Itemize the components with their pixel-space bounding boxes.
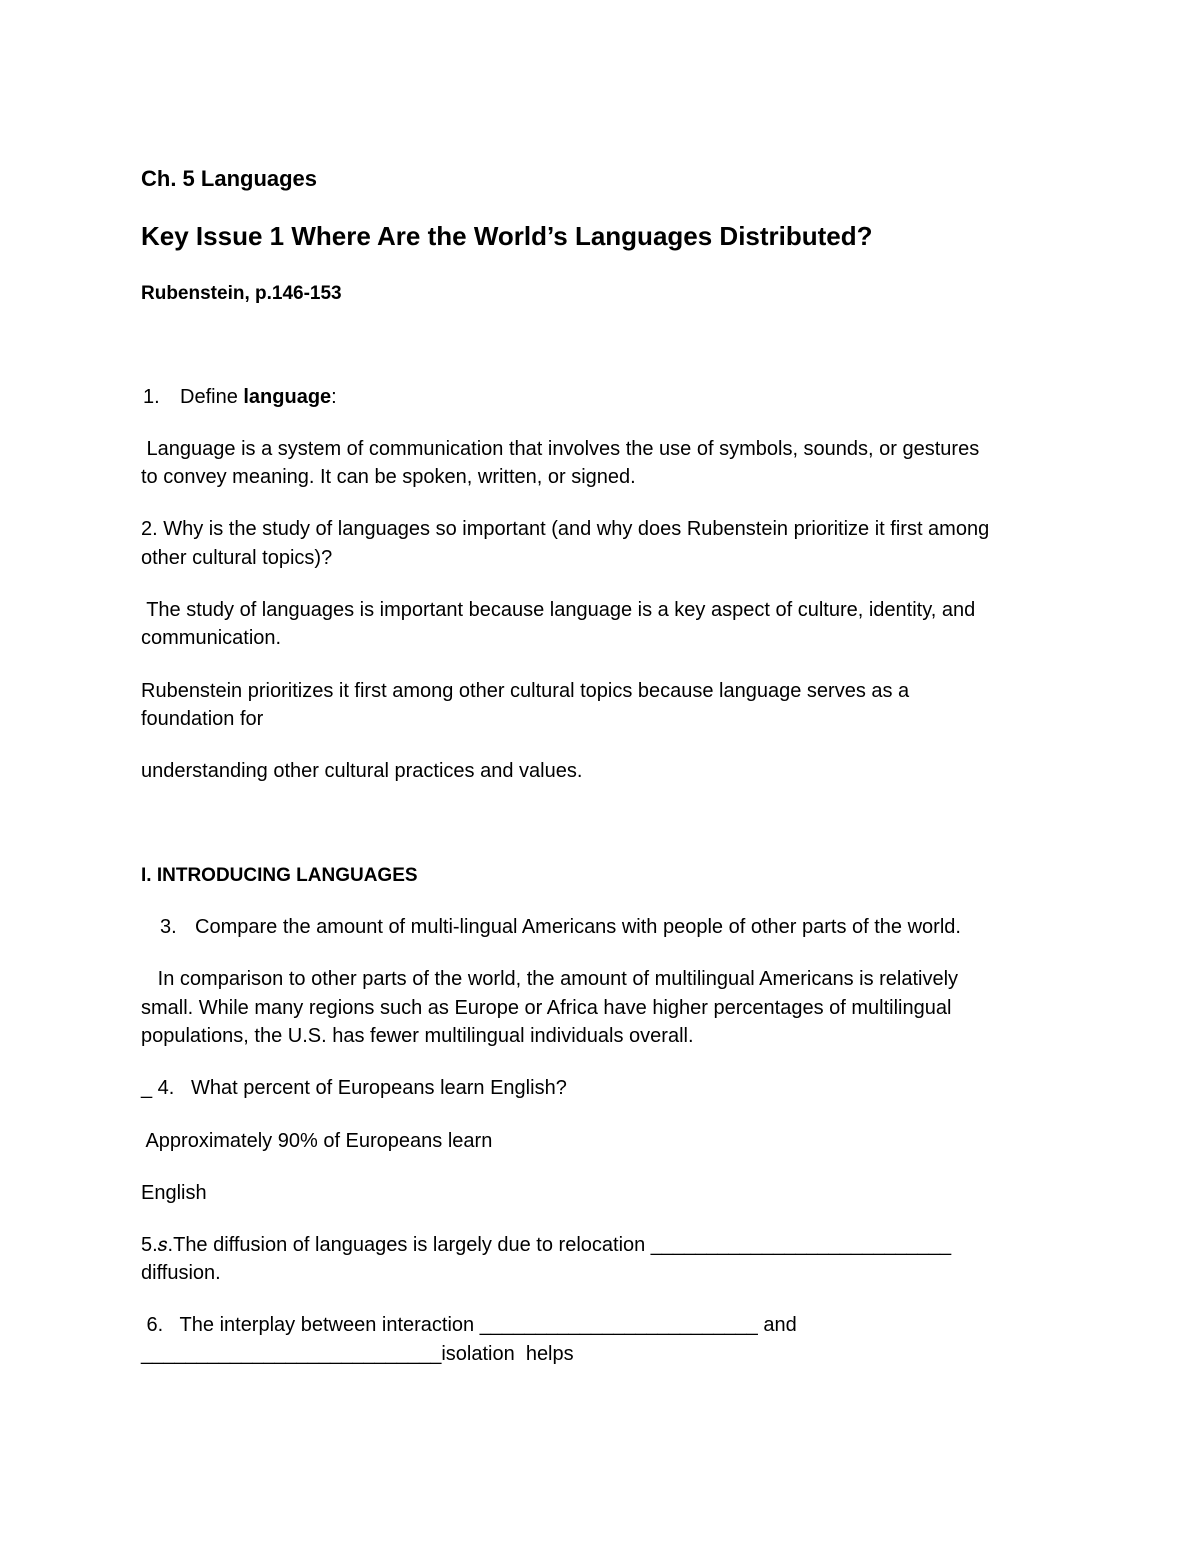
term-language: language	[243, 386, 332, 408]
key-issue-title: Key Issue 1 Where Are the World’s Languages Distributed?	[141, 221, 873, 251]
question-1-answer-line-1: Language is a system of communication that involves the use of symbols, sounds, or gestures	[141, 438, 980, 460]
question-1-prompt-colon: :	[331, 386, 337, 408]
section-heading: I. INTRODUCING LANGUAGES	[141, 865, 418, 886]
question-1-number: 1.	[143, 386, 160, 408]
reference-citation: Rubenstein, p.146-153	[141, 283, 342, 304]
question-3-answer-line-1: In comparison to other parts of the world, the amount of multilingual Americans is relatively	[141, 968, 959, 990]
question-2-answer-b-line-2: foundation for	[141, 708, 264, 730]
question-2-answer-b-line-1: Rubenstein prioritizes it first among other cultural topics because language serves as a	[141, 680, 910, 702]
question-2-answer-c-line-1: understanding other cultural practices and values.	[141, 760, 583, 782]
chapter-title: Ch. 5 Languages	[141, 166, 318, 191]
question-4-answer-line-1: Approximately 90% of Europeans learn	[141, 1130, 493, 1152]
question-1-prompt	[143, 383, 337, 412]
question-3-number: 3.	[160, 916, 177, 938]
question-6-line-1: 6. The interplay between interaction _________________________ and	[141, 1314, 797, 1336]
question-4-answer-line-2: English	[141, 1182, 207, 1204]
question-5-line-2: diffusion.	[141, 1262, 221, 1284]
question-2-answer-a-line-2: communication.	[141, 627, 282, 649]
question-3-answer-line-2: small. While many regions such as Europe or Africa have higher percentages of multilingual	[141, 997, 952, 1019]
question-2-prompt-line-2: other cultural topics)?	[141, 547, 333, 569]
question-4-prompt: _ 4. What percent of Europeans learn English?	[141, 1077, 567, 1099]
question-6-line-2: ___________________________isolation helps	[141, 1343, 574, 1365]
question-5-line-1: 5.𝑠.The diffusion of languages is largely due to relocation ___________________________	[141, 1234, 952, 1256]
question-2-prompt-line-1: 2. Why is the study of languages so important (and why does Rubenstein prioritize it first among	[141, 518, 990, 540]
question-1-answer-line-2: to convey meaning. It can be spoken, written, or signed.	[141, 466, 636, 488]
question-2-answer-a-line-1: The study of languages is important because language is a key aspect of culture, identity, and	[141, 599, 976, 621]
question-3-prompt	[160, 913, 961, 942]
question-3-prompt-text: Compare the amount of multi-lingual Americans with people of other parts of the world.	[195, 916, 961, 938]
question-1-prompt-text: Define	[180, 386, 244, 408]
question-3-answer-line-3: populations, the U.S. has fewer multilingual individuals overall.	[141, 1025, 694, 1047]
